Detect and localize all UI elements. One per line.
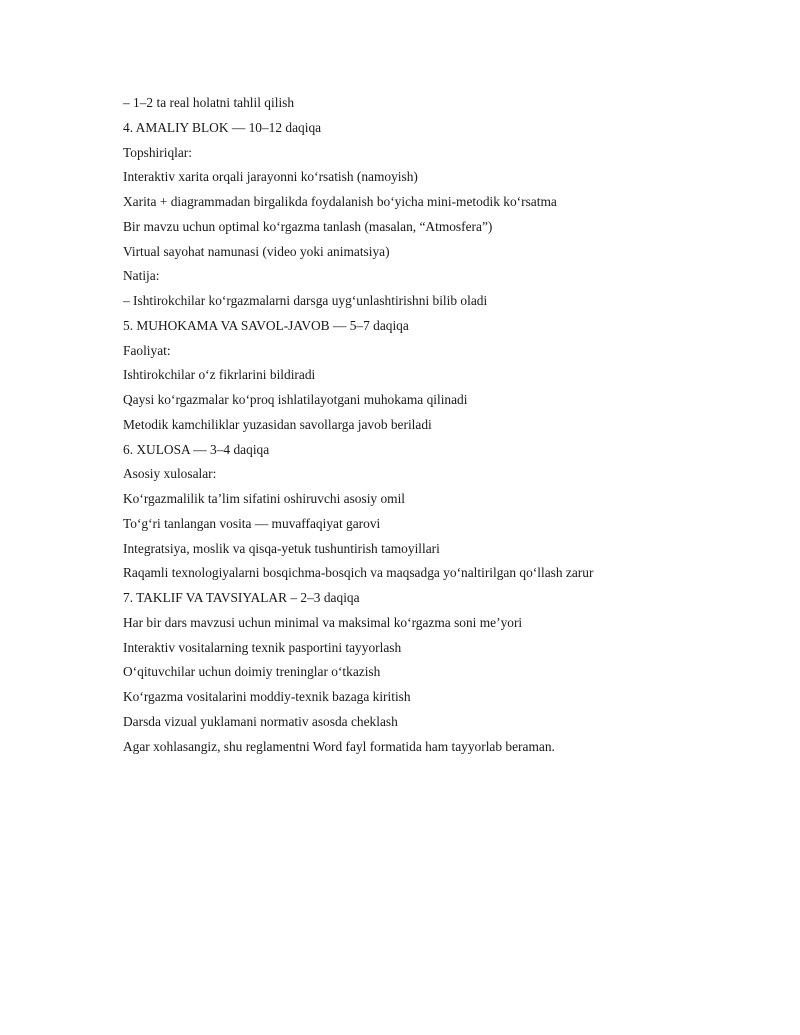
text-line: Interaktiv xarita orqali jarayonni koʻrsatish (namoyish) [123, 169, 418, 185]
text-line: Interaktiv vositalarning texnik pasportini tayyorlash [123, 639, 402, 655]
text-line: Oʻqituvchilar uchun doimiy treninglar oʻtkazish [123, 664, 381, 680]
text-line: Xarita + diagrammadan birgalikda foydalanish boʻyicha mini-metodik koʻrsatma [123, 194, 557, 209]
text-line: Faoliyat: [123, 342, 171, 358]
text-line: Integratsiya, moslik va qisqa-yetuk tushuntirish tamoyillari [123, 540, 440, 556]
text-line: Raqamli texnologiyalarni bosqichma-bosqich va maqsadga yoʻnaltirilgan qoʻllash zarur [123, 565, 594, 581]
text-line: Natija: [123, 268, 160, 284]
text-line: Har bir dars mavzusi uchun minimal va maksimal koʻrgazma soni meʼyori [123, 614, 523, 630]
document-body [123, 91, 763, 759]
section-heading: 6. XULOSA — 3–4 daqiqa [123, 441, 270, 457]
text-line: Ishtirokchilar oʻz fikrlarini bildiradi [123, 367, 316, 383]
section-heading: 4. AMALIY BLOK — 10–12 daqiqa [123, 119, 322, 135]
text-line: – 1–2 ta real holatni tahlil qilish [123, 95, 295, 110]
text-line: – Ishtirokchilar koʻrgazmalarni darsga uygʻunlashtirishni bilib oladi [123, 293, 488, 308]
text-line: Bir mavzu uchun optimal koʻrgazma tanlash (masalan, “Atmosfera”) [123, 218, 493, 234]
closing-line: Agar xohlasangiz, shu reglamentni Word fayl formatida ham tayyorlab beraman. [123, 738, 555, 754]
text-line: Darsda vizual yuklamani normativ asosda cheklash [123, 713, 398, 729]
text-line: Topshiriqlar: [123, 144, 192, 160]
text-line: Qaysi koʻrgazmalar koʻproq ishlatilayotgani muhokama qilinadi [123, 392, 468, 407]
text-line: Koʻrgazma vositalarini moddiy-texnik bazaga kiritish [123, 689, 411, 704]
text-line: Virtual sayohat namunasi (video yoki animatsiya) [123, 243, 390, 259]
text-line: Toʻgʻri tanlangan vosita — muvaffaqiyat garovi [123, 515, 381, 531]
text-line: Metodik kamchiliklar yuzasidan savollarga javob beriladi [123, 416, 432, 432]
text-line: Koʻrgazmalilik taʼlim sifatini oshiruvchi asosiy omil [123, 491, 406, 506]
section-heading: 5. MUHOKAMA VA SAVOL-JAVOB — 5–7 daqiqa [123, 317, 409, 333]
text-line: Asosiy xulosalar: [123, 466, 217, 482]
section-heading: 7. TAKLIF VA TAVSIYALAR – 2–3 daqiqa [123, 590, 360, 605]
